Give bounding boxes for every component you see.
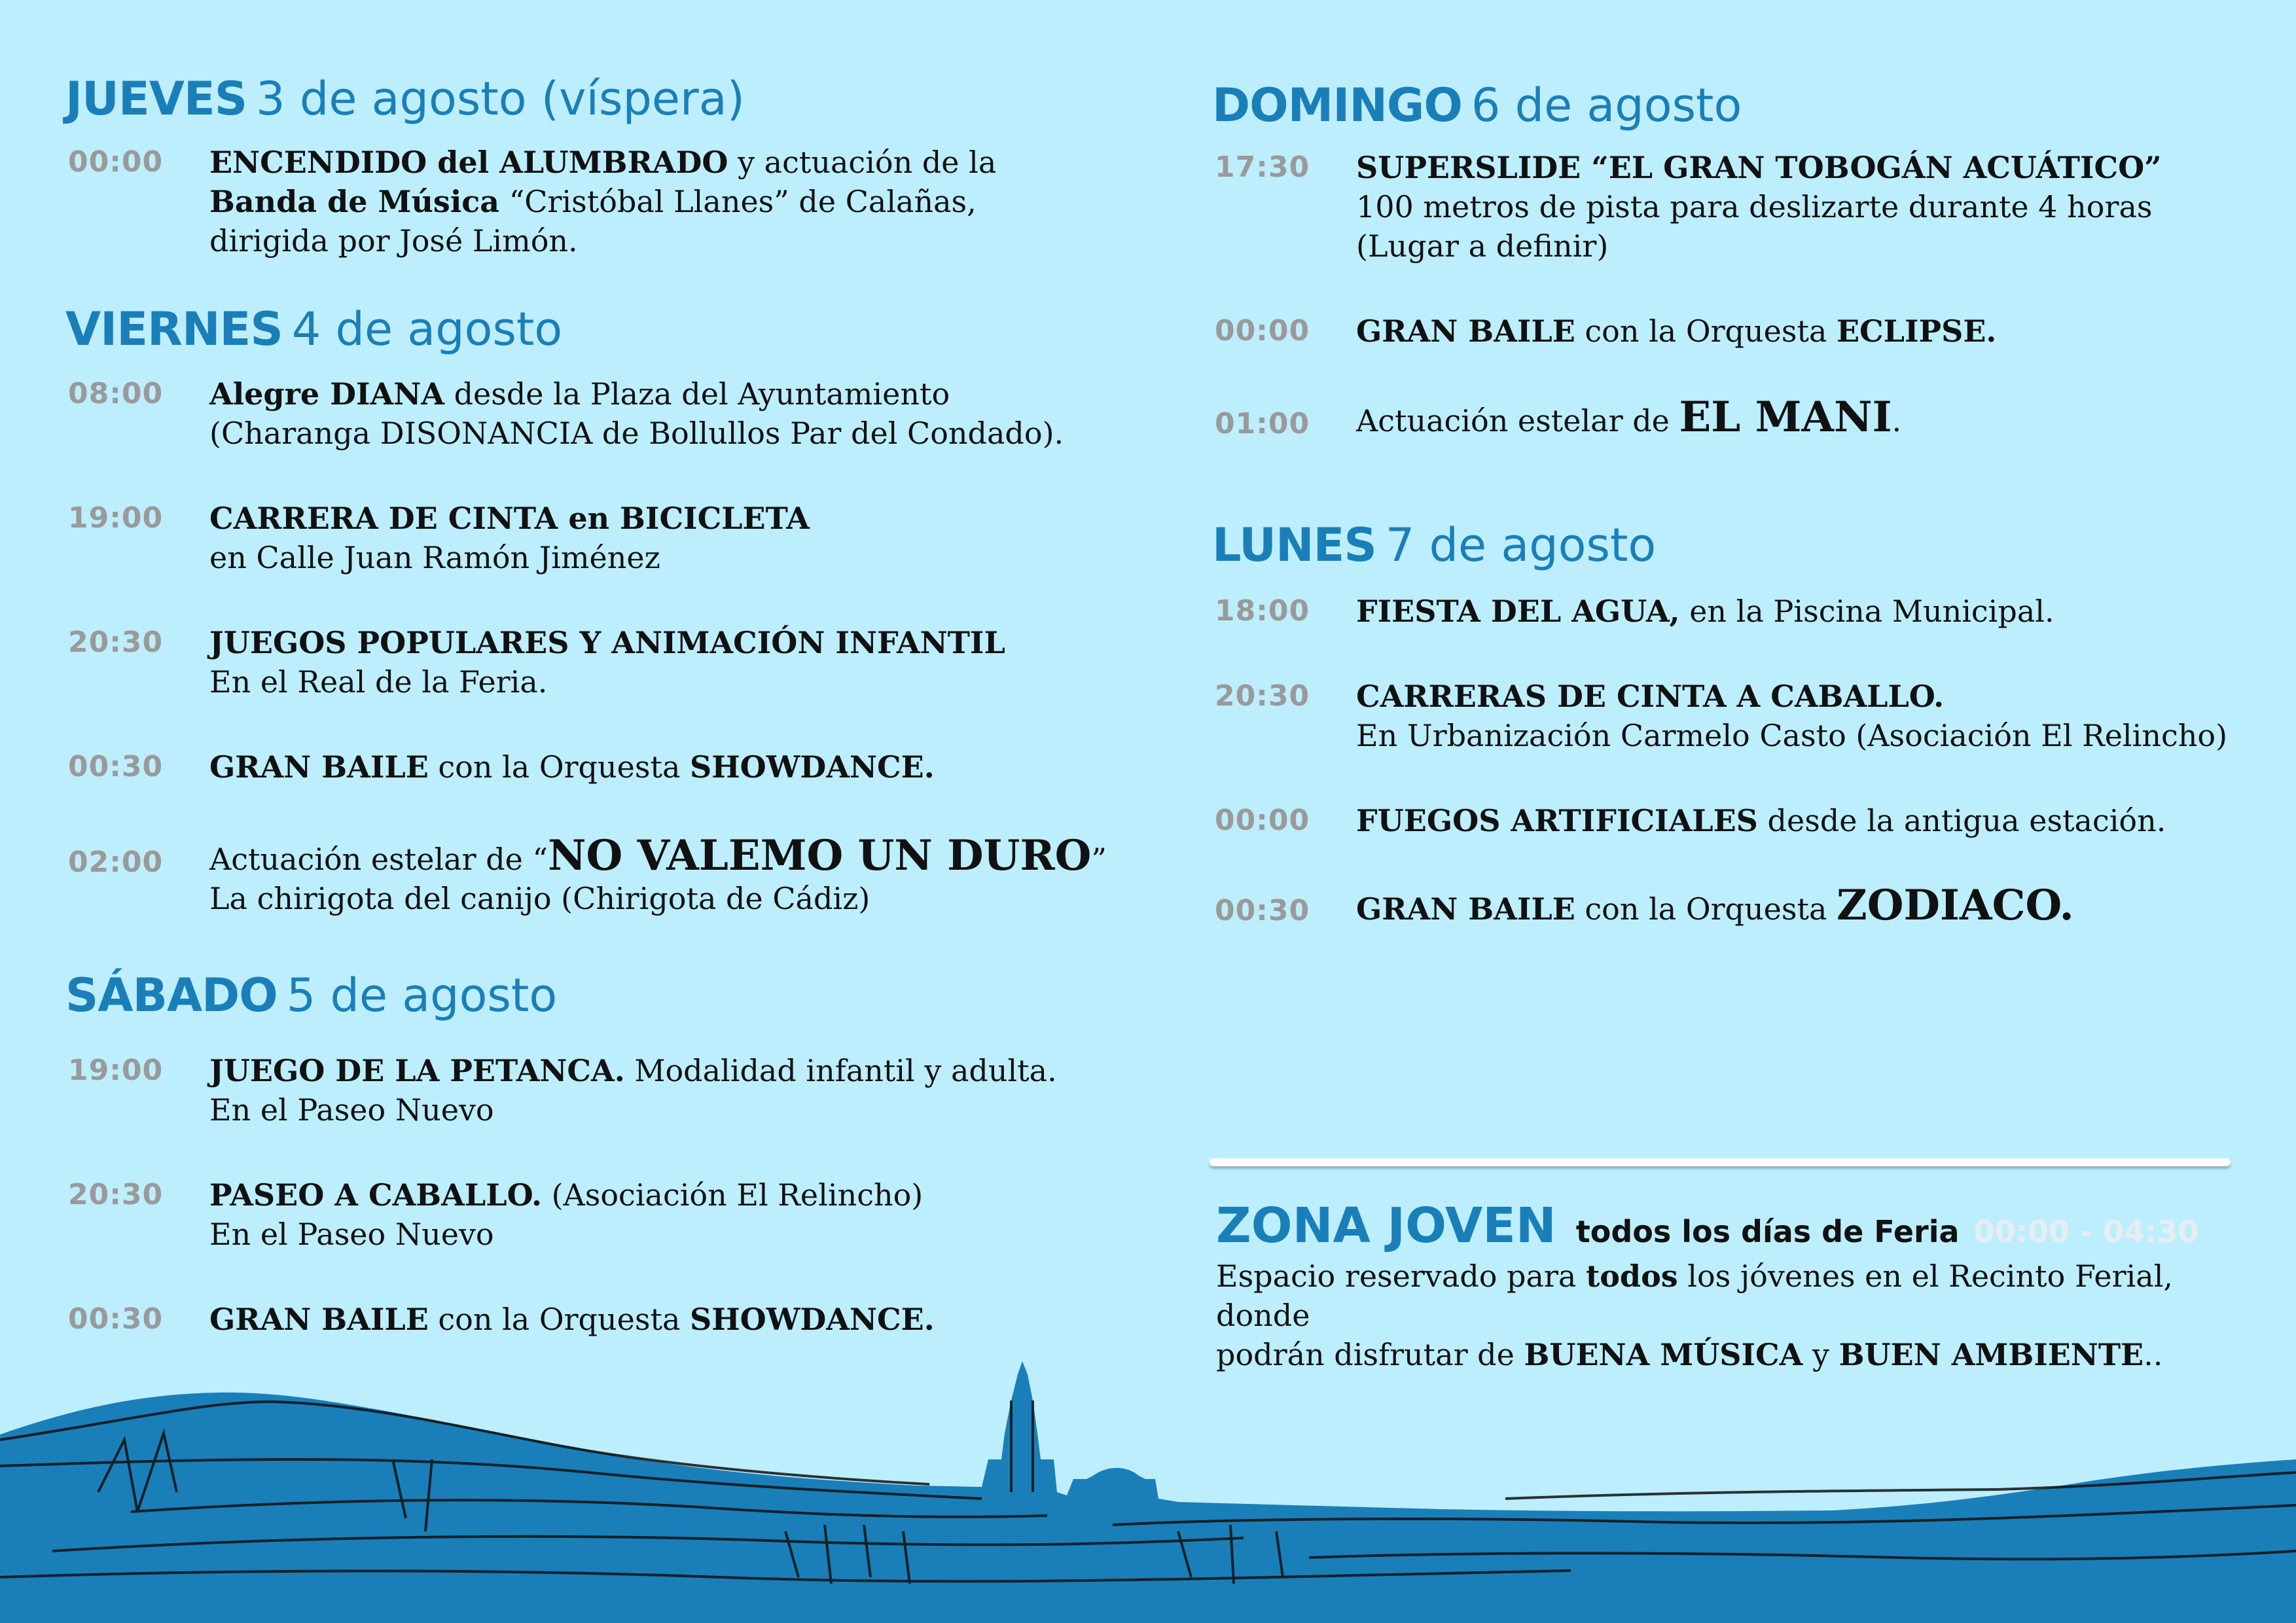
bold-text: JUEGO DE LA PETANCA. — [209, 1053, 625, 1088]
day-heading-sabado — [65, 969, 557, 1022]
text: Modalidad infantil y adulta. — [624, 1053, 1057, 1088]
event-description — [209, 143, 1126, 260]
bold-text: GRAN BAILE — [1356, 313, 1575, 349]
zona-joven-subtitle: todos los días de Feria — [1575, 1214, 1960, 1249]
event-description — [209, 1300, 1126, 1339]
text: (Charanga DISONANCIA de Bollullos Par del Condado). — [209, 416, 1064, 451]
event-time: 00:00 — [1215, 804, 1310, 837]
text: La chirigota del canijo (Chirigota de Cádiz) — [209, 881, 870, 916]
featured-name: ZODIACO. — [1837, 881, 2074, 930]
bold-text: ECLIPSE. — [1837, 313, 1997, 349]
text: Espacio reservado para — [1216, 1258, 1586, 1294]
skyline-silhouette — [0, 1361, 2296, 1623]
event-time: 00:30 — [1215, 894, 1310, 927]
event-time: 00:00 — [1215, 314, 1310, 348]
event-description — [1356, 312, 2259, 351]
event-time: 19:00 — [68, 501, 164, 535]
day-name: LUNES — [1212, 518, 1376, 572]
event-description — [1356, 592, 2259, 631]
text: y — [1803, 1337, 1839, 1372]
zona-joven-heading — [1216, 1198, 2263, 1254]
event-time: 20:30 — [68, 1178, 164, 1211]
bold-text: SHOWDANCE. — [690, 749, 935, 785]
text: En el Paseo Nuevo — [209, 1217, 494, 1252]
bold-text: PASEO A CABALLO. — [209, 1177, 542, 1213]
event-description — [209, 374, 1126, 453]
text: desde la Plaza del Ayuntamiento — [444, 376, 950, 412]
day-heading-domingo — [1212, 79, 1742, 132]
day-name: JUEVES — [65, 72, 247, 126]
bold-text: FUEGOS ARTIFICIALES — [1356, 803, 1758, 838]
bold-text: SHOWDANCE. — [690, 1302, 935, 1337]
bold-text: GRAN BAILE — [1356, 891, 1575, 927]
text: .. — [2144, 1337, 2163, 1372]
text: con la Orquesta — [428, 1302, 690, 1337]
day-name: VIERNES — [65, 302, 283, 356]
bold-text: SUPERSLIDE “EL GRAN TOBOGÁN ACUÁTICO” — [1356, 150, 2162, 185]
day-heading-jueves — [65, 72, 745, 126]
event-time: 20:30 — [1215, 679, 1310, 713]
text: dirigida por José Limón. — [209, 223, 578, 259]
day-name: SÁBADO — [65, 969, 278, 1022]
bold-text: FIESTA DEL AGUA, — [1356, 594, 1680, 629]
event-time: 20:30 — [68, 626, 164, 659]
text: (Asociación El Relincho) — [541, 1177, 924, 1213]
event-time: 00:30 — [68, 1302, 164, 1336]
text: “Cristóbal Llanes” de Calañas, — [499, 184, 977, 219]
event-time: 02:00 — [68, 846, 164, 879]
event-time: 00:30 — [68, 750, 164, 783]
zona-joven-description — [1216, 1257, 2263, 1374]
bold-text: Alegre DIANA — [209, 376, 444, 412]
zona-joven-time: 00:00 - 04:30 — [1973, 1214, 2199, 1249]
text: con la Orquesta — [1575, 891, 1837, 927]
text: podrán disfrutar de — [1216, 1337, 1524, 1372]
day-heading-viernes — [65, 302, 562, 356]
featured-name: NO VALEMO UN DURO — [548, 831, 1092, 880]
event-description — [1356, 881, 2259, 930]
section-divider — [1210, 1158, 2231, 1166]
zona-joven-section — [1216, 1198, 2263, 1374]
text: . — [1892, 403, 1902, 438]
text: ” — [1091, 842, 1107, 877]
event-description — [1356, 393, 2259, 442]
text: con la Orquesta — [1575, 313, 1837, 349]
bold-text: todos — [1585, 1258, 1678, 1294]
bold-text: CARRERA DE CINTA en BICICLETA — [209, 501, 810, 536]
zona-joven-title: ZONA JOVEN — [1216, 1198, 1556, 1254]
text: en la Piscina Municipal. — [1679, 594, 2054, 629]
event-description — [209, 831, 1126, 918]
text: (Lugar a definir) — [1356, 228, 1609, 264]
event-time: 19:00 — [68, 1054, 164, 1087]
featured-name: EL MANI — [1679, 393, 1892, 442]
event-description — [209, 747, 1126, 787]
event-time: 17:30 — [1215, 151, 1310, 184]
town-skyline-illustration — [0, 1361, 2296, 1623]
text: En Urbanización Carmelo Casto (Asociación El Relincho) — [1356, 718, 2228, 753]
event-time: 08:00 — [68, 377, 164, 410]
bold-text: JUEGOS POPULARES Y ANIMACIÓN INFANTIL — [209, 625, 1005, 660]
day-date: 3 de agosto (víspera) — [256, 72, 745, 126]
event-description — [209, 1051, 1126, 1130]
event-description — [209, 623, 1126, 702]
event-description — [209, 1175, 1126, 1254]
bold-text: BUEN AMBIENTE — [1839, 1337, 2144, 1372]
text: Actuación estelar de “ — [209, 842, 548, 877]
day-date: 7 de agosto — [1385, 518, 1657, 572]
bold-text: ENCENDIDO del ALUMBRADO — [209, 145, 728, 180]
event-description — [1356, 148, 2259, 266]
event-time: 18:00 — [1215, 594, 1310, 628]
day-date: 6 de agosto — [1471, 79, 1742, 132]
bold-text: CARRERAS DE CINTA A CABALLO. — [1356, 679, 1945, 714]
text: 100 metros de pista para deslizarte durante 4 horas — [1356, 189, 2153, 224]
day-heading-lunes — [1212, 518, 1656, 572]
text: En el Real de la Feria. — [209, 664, 548, 700]
day-date: 5 de agosto — [286, 969, 558, 1022]
event-description — [1356, 801, 2259, 840]
bold-text: GRAN BAILE — [209, 1302, 429, 1337]
text: Actuación estelar de — [1356, 403, 1679, 438]
bold-text: BUENA MÚSICA — [1524, 1337, 1803, 1372]
text: con la Orquesta — [428, 749, 690, 785]
text: y actuación de la — [728, 145, 997, 180]
bold-text: GRAN BAILE — [209, 749, 429, 785]
text: desde la antigua estación. — [1757, 803, 2166, 838]
text: los jóvenes en el Recinto Ferial, donde — [1216, 1258, 2174, 1333]
day-date: 4 de agosto — [291, 302, 563, 356]
text: En el Paseo Nuevo — [209, 1092, 494, 1128]
event-time: 00:00 — [68, 145, 164, 179]
event-description — [209, 499, 1126, 577]
day-name: DOMINGO — [1212, 79, 1462, 132]
text: en Calle Juan Ramón Jiménez — [209, 540, 660, 575]
bold-text: Banda de Música — [209, 184, 500, 219]
event-description — [1356, 677, 2259, 755]
event-time: 01:00 — [1215, 407, 1310, 440]
